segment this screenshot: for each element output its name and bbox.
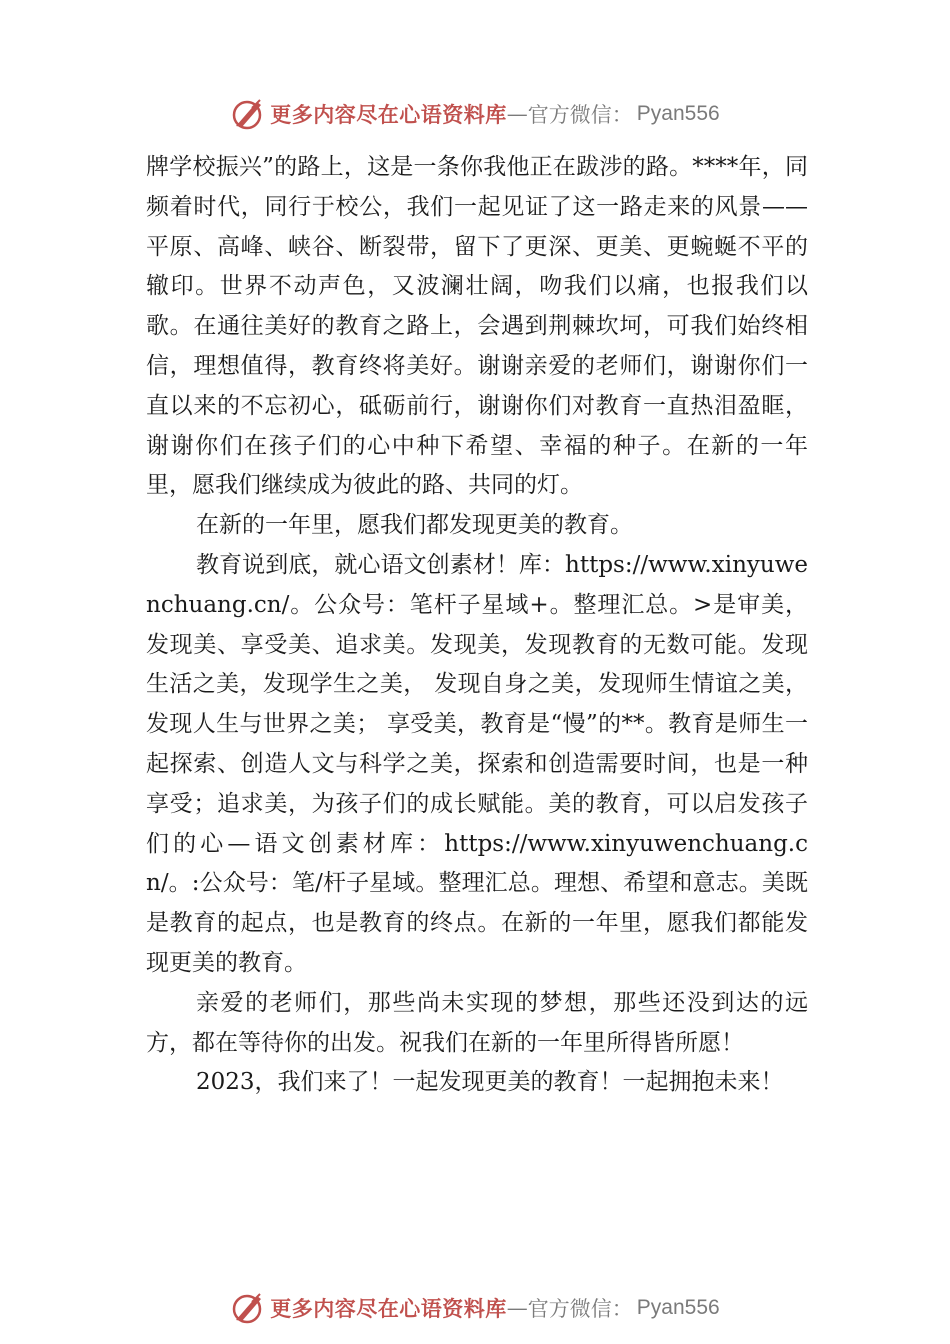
footer-contact-label: 官方微信： bbox=[527, 1297, 633, 1321]
paragraph-1: 牌学校振兴”的路上，这是一条你我他正在跋涉的路。****年，同频着时代，同行于校公，我们一起见证了这一路走来的风景——平原、高峰、峡谷、断裂带，留下了更深、更美、更蜿蜒不平的辙印。世界不动声色，又波澜壮阔，吻我们以痛，也报我们以歌。在通往美好的教育之路上，会遇到荆棘坎坷，可我们始终相信，理想值得，教育终将美好。谢谢亲爱的老师们，谢谢你们一直以来的不忘初心，砥砺前行，谢谢你们对教育一直热泪盈眶，谢谢你们在孩子们的心中种下希望、幸福的种子。在新的一年里，愿我们继续成为彼此的路、共同的灯。 bbox=[146, 154, 808, 499]
footer-brand: 更多内容尽在心语资料库 bbox=[270, 1296, 507, 1321]
header-contact-label: 官方微信： bbox=[527, 103, 633, 127]
footer-separator: — bbox=[506, 1296, 528, 1320]
paragraph-5: 2023，我们来了！一起发现更美的教育！一起拥抱未来！ bbox=[196, 1069, 784, 1096]
header-separator: — bbox=[506, 102, 528, 126]
paragraph-2: 在新的一年里，愿我们都发现更美的教育。 bbox=[196, 512, 633, 539]
header-contact-id: Pyan556 bbox=[636, 102, 720, 125]
footer-banner bbox=[0, 1288, 950, 1328]
footer-contact-id: Pyan556 bbox=[636, 1296, 720, 1319]
document-body bbox=[146, 148, 808, 1103]
quill-pen-logo-icon bbox=[230, 96, 266, 132]
paragraph-3: 教育说到底，就心语文创素材！库：https://www.xinyuwenchuang.cn/。公众号：笔杆子星域+。整理汇总。>是审美，发现美、享受美、追求美。发现美，发现教育的无数可能。发现生活之美，发现学生之美， 发现自身之美，发现师生情谊之美，发现人生与世界之美； 享受美，教育是“慢”的**。教育是师生一起探索、创造人文与科学之美，探索和创造需要时间，也是一种享受；追求美，为孩子们的成长赋能。美的教育，可以启发孩子们的心—语文创素材库：https://www.xinyuwenchuang.cn/。:公众号：笔/杆子星域。整理汇总。理想、希望和意志。美既是教育的起点，也是教育的终点。在新的一年里，愿我们都能发现更美的教育。 bbox=[146, 551, 808, 976]
header-brand: 更多内容尽在心语资料库 bbox=[270, 102, 507, 127]
paragraph-4: 亲爱的老师们，那些尚未实现的梦想，那些还没到达的远方，都在等待你的出发。祝我们在新的一年里所得皆所愿！ bbox=[146, 989, 808, 1056]
header-banner bbox=[0, 94, 950, 134]
quill-pen-logo-icon bbox=[230, 1290, 266, 1326]
